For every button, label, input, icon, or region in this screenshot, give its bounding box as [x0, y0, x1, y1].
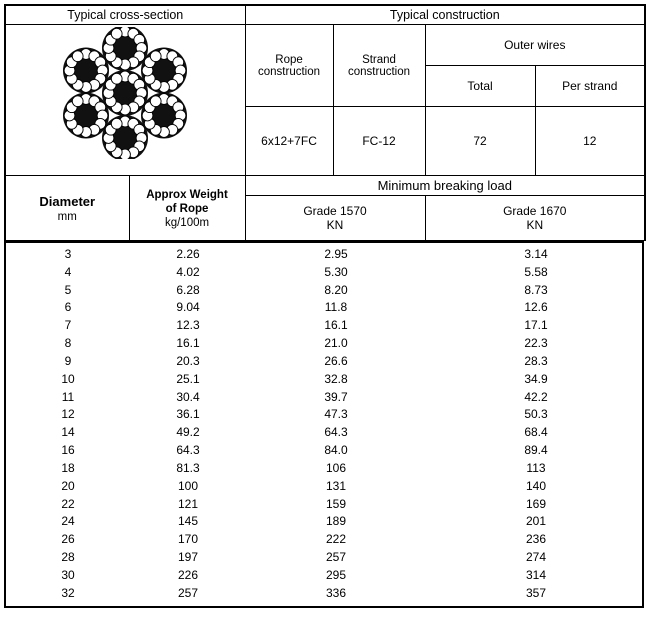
grade-1670-header-line1: Grade 1670 — [503, 204, 567, 218]
mbl-1570-cell: 336 — [325, 585, 347, 600]
table-row — [6, 264, 646, 282]
mbl-1570-cell: 222 — [325, 532, 347, 547]
weight-cell: 226 — [177, 567, 199, 582]
weight-header-line2: of Rope — [165, 203, 209, 215]
header-row-subtitles — [5, 25, 645, 66]
mbl-1570-cell: 21.0 — [324, 336, 348, 351]
weight-cell: 2.26 — [176, 247, 200, 261]
mbl-1570-cell: 26.6 — [324, 353, 348, 368]
data-rows — [6, 246, 646, 603]
diameter-cell: 9 — [64, 353, 72, 368]
diameter-cell: 24 — [61, 514, 75, 529]
outer-wires-per-strand-value: 12 — [535, 107, 645, 176]
mbl-1670-cell: 3.14 — [524, 247, 548, 261]
mbl-1570-cell: 64.3 — [324, 425, 348, 440]
diameter-header — [5, 176, 129, 241]
mbl-1570-cell: 11.8 — [324, 300, 348, 315]
table-row — [6, 299, 646, 317]
mbl-1670-cell: 22.3 — [524, 336, 548, 351]
table-row — [6, 585, 646, 603]
diameter-cell: 3 — [64, 247, 72, 261]
strand-construction-header — [333, 25, 425, 107]
outer-wires-per-strand-header: Per strand — [535, 66, 645, 107]
weight-header — [129, 176, 245, 241]
diameter-cell: 26 — [61, 532, 75, 547]
mbl-1670-cell: 50.3 — [524, 407, 548, 422]
diameter-cell: 30 — [61, 567, 75, 582]
table-row — [6, 442, 646, 460]
mbl-1670-cell: 89.4 — [524, 443, 548, 458]
outer-wires-header: Outer wires — [425, 25, 645, 66]
weight-cell: 6.28 — [176, 282, 200, 297]
header-table — [4, 4, 646, 241]
table-row — [6, 371, 646, 389]
weight-cell: 197 — [177, 550, 199, 565]
table-row — [6, 389, 646, 407]
diameter-cell: 8 — [64, 336, 72, 351]
weight-cell: 100 — [177, 478, 199, 493]
table-row — [6, 567, 646, 585]
weight-cell: 257 — [177, 585, 199, 600]
spec-data-table — [6, 246, 646, 603]
subheader-row-mbl-title — [5, 176, 645, 196]
diameter-cell: 16 — [61, 443, 75, 458]
mbl-1670-cell: 42.2 — [524, 389, 548, 404]
mbl-1570-cell: 2.95 — [324, 247, 348, 261]
header-row-titles — [5, 5, 645, 25]
weight-cell: 49.2 — [176, 425, 200, 440]
weight-cell: 170 — [177, 532, 199, 547]
rope-construction-value: 6x12+7FC — [245, 107, 333, 176]
rope-construction-header-line2: construction — [258, 65, 321, 78]
mbl-1670-cell: 17.1 — [524, 318, 548, 333]
mbl-1670-cell: 357 — [525, 585, 547, 600]
grade-1570-header-line2: KN — [326, 218, 344, 232]
table-row — [6, 460, 646, 478]
grade-1670-header-line2: KN — [526, 218, 544, 232]
mbl-1570-cell: 5.30 — [324, 264, 348, 279]
mbl-1570-cell: 106 — [325, 460, 347, 475]
weight-cell: 145 — [177, 514, 199, 529]
diameter-cell: 7 — [64, 318, 72, 333]
outer-wires-total-header: Total — [425, 66, 535, 107]
mbl-1570-cell: 47.3 — [324, 407, 348, 422]
table-row — [6, 282, 646, 300]
weight-cell: 20.3 — [176, 353, 200, 368]
table-row — [6, 549, 646, 567]
diameter-cell: 18 — [61, 460, 75, 475]
strand-construction-value: FC-12 — [333, 107, 425, 176]
grade-1670-header — [425, 196, 645, 241]
weight-cell: 9.04 — [176, 300, 200, 315]
mbl-1670-cell: 274 — [525, 550, 547, 565]
table-row — [6, 406, 646, 424]
diameter-cell: 32 — [61, 585, 75, 600]
weight-cell: 12.3 — [176, 318, 200, 333]
weight-cell: 4.02 — [176, 264, 200, 279]
diameter-cell: 22 — [61, 496, 75, 511]
cross-section-diagram-cell — [5, 25, 245, 176]
mbl-1570-cell: 189 — [325, 514, 347, 529]
mbl-1670-cell: 34.9 — [524, 371, 548, 386]
rope-construction-header-line1: Rope — [275, 53, 303, 66]
table-row — [6, 317, 646, 335]
mbl-1670-cell: 314 — [525, 567, 547, 582]
mbl-header: Minimum breaking load — [245, 176, 645, 196]
mbl-1670-cell: 140 — [525, 478, 547, 493]
cross-section-title: Typical cross-section — [5, 5, 245, 25]
table-row — [6, 513, 646, 531]
grade-1570-header-line1: Grade 1570 — [303, 204, 367, 218]
diameter-cell: 4 — [64, 264, 72, 279]
table-row — [6, 246, 646, 264]
mbl-1670-cell: 236 — [525, 532, 547, 547]
diameter-cell: 10 — [61, 371, 75, 386]
diameter-cell: 14 — [61, 425, 75, 440]
weight-header-unit: kg/100m — [164, 217, 210, 229]
mbl-1570-cell: 39.7 — [324, 389, 348, 404]
diameter-cell: 12 — [61, 407, 75, 422]
strand-construction-header-line1: Strand — [362, 53, 396, 66]
diameter-header-unit: mm — [57, 210, 77, 223]
diameter-cell: 20 — [61, 478, 75, 493]
mbl-1570-cell: 159 — [325, 496, 347, 511]
table-row — [6, 353, 646, 371]
weight-cell: 36.1 — [176, 407, 200, 422]
mbl-1570-cell: 32.8 — [324, 371, 348, 386]
mbl-1670-cell: 12.6 — [524, 300, 548, 315]
weight-cell: 25.1 — [176, 371, 200, 386]
weight-cell: 30.4 — [176, 389, 200, 404]
cross-section-diagram — [9, 27, 242, 173]
outer-wires-total-value: 72 — [425, 107, 535, 176]
diameter-header-label: Diameter — [39, 193, 96, 209]
rope-construction-header — [245, 25, 333, 107]
typical-construction-title: Typical construction — [245, 5, 645, 25]
mbl-1670-cell: 28.3 — [524, 353, 548, 368]
weight-cell: 121 — [177, 496, 199, 511]
mbl-1670-cell: 201 — [525, 514, 547, 529]
mbl-1570-cell: 131 — [325, 478, 347, 493]
mbl-1670-cell: 169 — [525, 496, 547, 511]
table-row — [6, 531, 646, 549]
diameter-cell: 28 — [61, 550, 75, 565]
data-table-wrapper — [4, 241, 644, 608]
table-row — [6, 424, 646, 442]
diameter-cell: 5 — [64, 282, 72, 297]
grade-1570-header — [245, 196, 425, 241]
mbl-1570-cell: 257 — [325, 550, 347, 565]
mbl-1570-cell: 8.20 — [324, 282, 348, 297]
mbl-1670-cell: 68.4 — [524, 425, 548, 440]
mbl-1670-cell: 8.73 — [524, 282, 548, 297]
diameter-cell: 11 — [61, 389, 75, 404]
wire-rope-cross-section-icon — [60, 27, 190, 159]
table-row — [6, 496, 646, 514]
table-row — [6, 335, 646, 353]
mbl-1670-cell: 113 — [526, 460, 546, 475]
diameter-cell: 6 — [64, 300, 72, 315]
table-row — [6, 478, 646, 496]
weight-cell: 64.3 — [176, 443, 200, 458]
spec-sheet — [0, 4, 648, 632]
weight-cell: 16.1 — [176, 336, 200, 351]
strand-construction-header-line2: construction — [348, 65, 411, 78]
mbl-1570-cell: 295 — [325, 567, 347, 582]
mbl-1570-cell: 84.0 — [324, 443, 348, 458]
weight-cell: 81.3 — [176, 460, 200, 475]
mbl-1670-cell: 5.58 — [524, 264, 548, 279]
mbl-1570-cell: 16.1 — [324, 318, 348, 333]
weight-header-line1: Approx Weight — [146, 189, 228, 201]
